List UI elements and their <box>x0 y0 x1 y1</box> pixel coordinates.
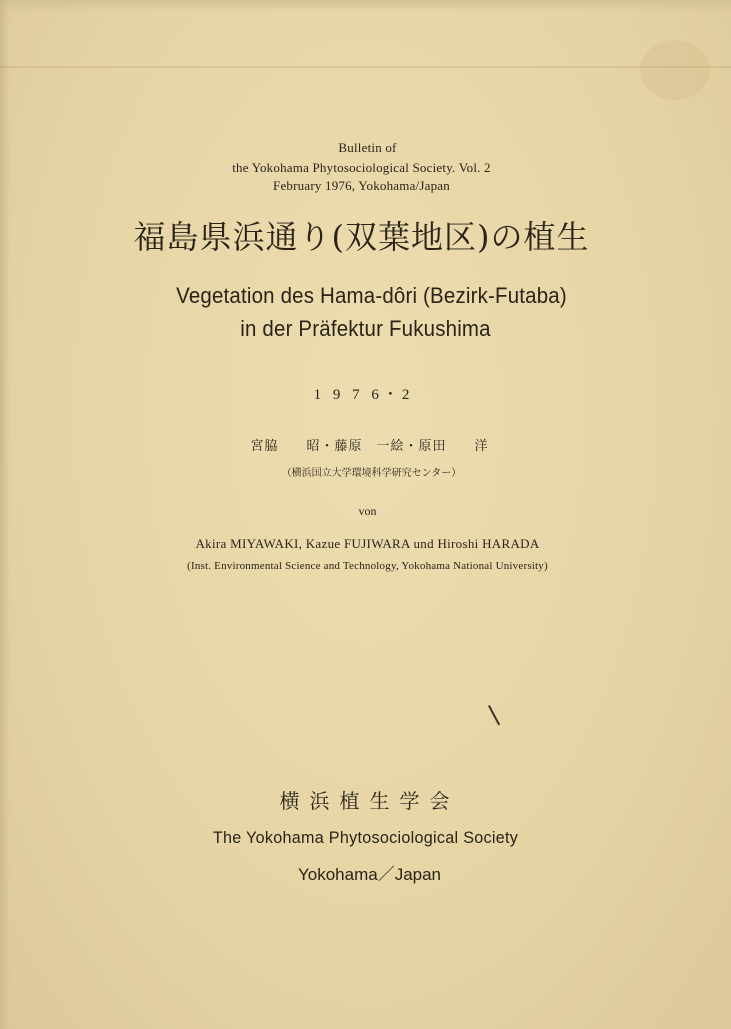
affiliation: (Inst. Environmental Science and Technology, Yokohama National University) <box>187 560 548 572</box>
publisher-city: Yokohama／Japan <box>297 865 442 884</box>
publisher-japanese: 横浜植生学会 <box>279 789 460 813</box>
publisher-english: The Yokohama Phytosociological Society <box>212 828 519 847</box>
paper-stain <box>640 40 710 100</box>
pen-mark <box>488 705 500 725</box>
japanese-authors: 宮脇 昭・藤原 一絵・原田 洋 <box>250 439 489 454</box>
bulletin-line-2: the Yokohama Phytosociological Society. Vol. 2 <box>232 160 491 175</box>
japanese-affiliation: （横浜国立大学環境科学研究センター） <box>281 468 462 479</box>
japanese-title: 福島県浜通り(双葉地区)の植生 <box>133 218 590 256</box>
von-label: von <box>358 504 377 518</box>
cover-fold-line <box>0 66 731 68</box>
german-title-line-1: Vegetation des Hama-dôri (Bezirk-Futaba) <box>176 283 567 308</box>
german-title-line-2: in der Präfektur Fukushima <box>240 316 491 341</box>
authors: Akira MIYAWAKI, Kazue FUJIWARA und Hiroshi HARADA <box>195 536 540 551</box>
bulletin-line-1: Bulletin of <box>338 140 397 155</box>
publication-date: 1 9 7 6・2 <box>313 387 414 403</box>
cover-top-edge <box>0 0 731 12</box>
bulletin-line-3: February 1976, Yokohama/Japan <box>273 178 450 193</box>
